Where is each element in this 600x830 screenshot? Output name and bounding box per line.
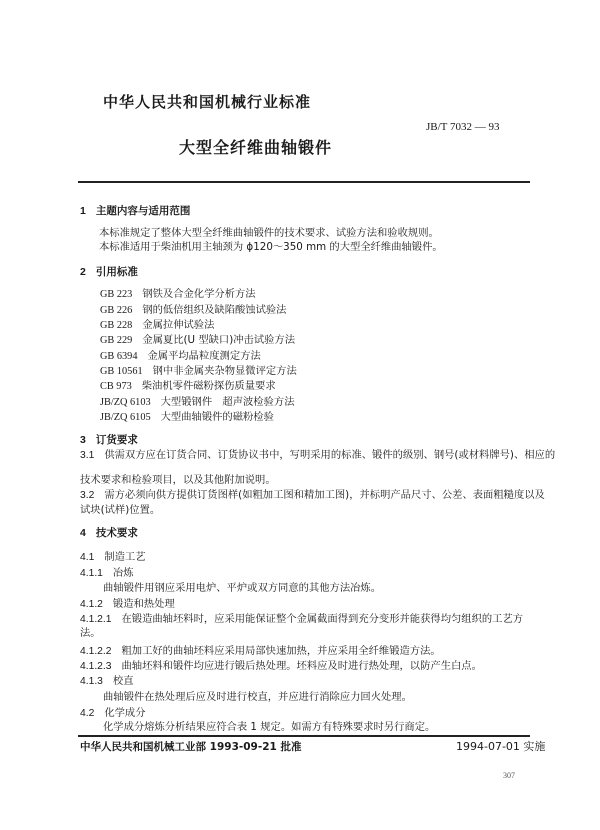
clause-text: 粗加工好的曲轴坯料应采用局部快速加热，并应采用全纤维锻造方法。 bbox=[121, 645, 441, 657]
clause-number: 3.2 bbox=[80, 490, 95, 501]
clause-text: 曲轴锻件用钢应采用电炉、平炉或双方同意的其他方法冶炼。 bbox=[103, 582, 382, 594]
reference-title: 柴油机零件磁粉探伤质量要求 bbox=[141, 380, 276, 392]
reference-code: GB 223 bbox=[100, 289, 133, 300]
standard-code: JB/T 7032 — 93 bbox=[426, 121, 500, 133]
clause-title: 校直 bbox=[112, 675, 134, 687]
clause-number: 4.1 bbox=[80, 552, 95, 563]
clause-number: 4.1.2.3 bbox=[80, 661, 112, 672]
section-number: 3 bbox=[80, 434, 86, 446]
clause-title: 冶炼 bbox=[112, 567, 134, 579]
section-heading bbox=[80, 266, 138, 278]
section-heading bbox=[80, 527, 138, 539]
clause-number: 4.1.2.1 bbox=[80, 614, 112, 625]
reference-title: 钢中非金属夹杂物显微评定方法 bbox=[152, 365, 297, 377]
clause-4-2 bbox=[80, 707, 146, 720]
reference-title: 钢的低倍组织及缺陷酸蚀试验法 bbox=[142, 304, 287, 316]
clause-4-1-2 bbox=[80, 598, 175, 611]
reference-code: GB 226 bbox=[100, 305, 133, 316]
reference-code: GB 229 bbox=[100, 335, 133, 346]
reference-code: JB/ZQ 6105 bbox=[100, 412, 151, 423]
reference-code: CB 973 bbox=[100, 381, 132, 392]
reference-item bbox=[100, 411, 274, 424]
reference-code: GB 228 bbox=[100, 320, 133, 331]
clause-4-1 bbox=[80, 551, 146, 564]
clause-number: 4.1.3 bbox=[80, 676, 103, 687]
reference-item bbox=[100, 365, 297, 378]
clause-text: 曲轴坯料和锻件均应进行锻后热处理。坯料应及时进行热处理，以防产生白点。 bbox=[121, 660, 482, 672]
section-number: 1 bbox=[80, 205, 86, 217]
section-title: 引用标准 bbox=[95, 266, 138, 278]
clause-4-1-2-2 bbox=[80, 645, 441, 658]
reference-title: 金属平均晶粒度测定方法 bbox=[147, 350, 261, 362]
clause-number: 4.1.2 bbox=[80, 599, 103, 610]
section-title: 技术要求 bbox=[95, 527, 138, 539]
reference-title: 金属拉伸试验法 bbox=[142, 319, 215, 331]
reference-title: 大型锻钢件 超声波检验方法 bbox=[160, 396, 295, 408]
clause-4-1-3 bbox=[80, 675, 134, 688]
clause-text: 技术要求和检验项目，以及其他附加说明。 bbox=[80, 474, 276, 486]
section-heading bbox=[80, 434, 138, 446]
paragraph: 本标准适用于柴油机用主轴颈为 ϕ120～350 mm 的大型全纤维曲轴锻件。 bbox=[99, 241, 443, 253]
document-title: 大型全纤维曲轴锻件 bbox=[179, 138, 333, 157]
section-title: 主题内容与适用范围 bbox=[95, 205, 191, 217]
paragraph: 本标准规定了整体大型全纤维曲轴锻件的技术要求、试验方法和验收规则。 bbox=[99, 227, 439, 239]
clause-4-1-2-1 bbox=[80, 613, 523, 626]
reference-item bbox=[100, 350, 261, 363]
section-number: 2 bbox=[80, 266, 86, 278]
section-title: 订货要求 bbox=[95, 434, 138, 446]
reference-title: 钢铁及合金化学分析方法 bbox=[142, 288, 256, 300]
reference-code: GB 6394 bbox=[100, 351, 138, 362]
reference-item bbox=[100, 396, 295, 409]
reference-item bbox=[100, 319, 214, 332]
header-rule bbox=[78, 181, 530, 183]
org-standard-title: 中华人民共和国机械行业标准 bbox=[103, 93, 312, 111]
clause-text: 法。 bbox=[80, 627, 101, 639]
clause-title: 锻造和热处理 bbox=[112, 598, 175, 610]
reference-code: JB/ZQ 6103 bbox=[100, 397, 151, 408]
reference-item bbox=[100, 304, 286, 317]
clause-text: 曲轴锻件在热处理后应及时进行校直，并应进行消除应力回火处理。 bbox=[103, 691, 412, 703]
clause-title: 制造工艺 bbox=[104, 551, 146, 563]
clause-number: 4.2 bbox=[80, 708, 95, 719]
clause-number: 4.1.2.2 bbox=[80, 646, 112, 657]
page-number: 307 bbox=[503, 771, 515, 780]
effective-date: 1994-07-01 实施 bbox=[456, 740, 546, 753]
clause-text: 供需双方应在订货合同、订货协议书中，写明采用的标准、锻件的级别、钢号(或材料牌号)、相应的 bbox=[104, 449, 556, 461]
reference-title: 大型曲轴锻件的磁粉检验 bbox=[160, 411, 274, 423]
clause-number: 4.1.1 bbox=[80, 568, 103, 579]
footer-rule bbox=[78, 735, 530, 737]
reference-item bbox=[100, 288, 256, 301]
section-number: 4 bbox=[80, 527, 86, 539]
clause-text: 在锻造曲轴坯料时，应采用能保证整个金属截面得到充分变形并能获得均匀组织的工艺方 bbox=[121, 613, 524, 625]
clause-text: 需方必须向供方提供订货图样(如粗加工图和精加工图)，并标明产品尺寸、公差、表面粗糙度以及 bbox=[104, 489, 545, 501]
section-heading bbox=[80, 205, 190, 217]
reference-item bbox=[100, 380, 276, 393]
approval-date: 中华人民共和国机械工业部 1993-09-21 批准 bbox=[80, 741, 302, 753]
clause-text: 化学成分熔炼分析结果应符合表 1 规定。如需方有特殊要求时另行商定。 bbox=[103, 721, 436, 733]
clause-4-1-1 bbox=[80, 567, 134, 580]
clause-text: 试块(试样)位置。 bbox=[80, 504, 161, 516]
reference-item bbox=[100, 334, 295, 347]
clause-4-1-2-3 bbox=[80, 660, 482, 673]
clause-title: 化学成分 bbox=[104, 707, 146, 719]
reference-title: 金属夏比(U 型缺口)冲击试验方法 bbox=[142, 334, 296, 346]
reference-code: GB 10561 bbox=[100, 366, 143, 377]
clause-number: 3.1 bbox=[80, 450, 95, 461]
clause-3-1 bbox=[80, 449, 555, 462]
clause-3-2 bbox=[80, 489, 545, 502]
